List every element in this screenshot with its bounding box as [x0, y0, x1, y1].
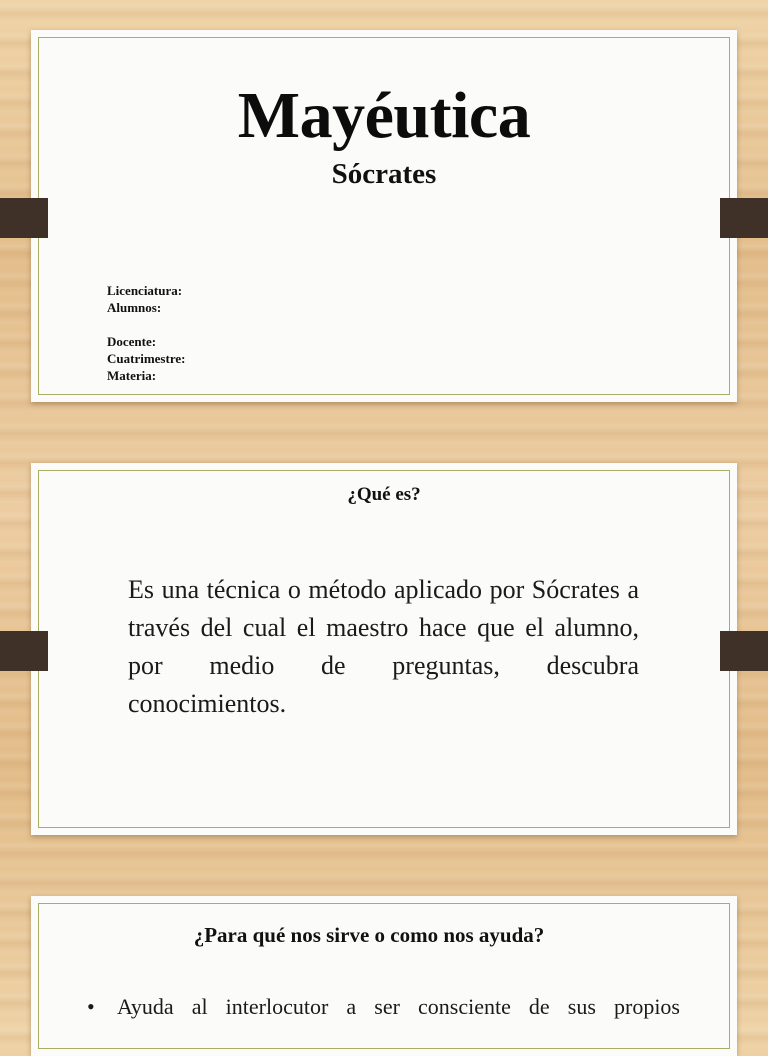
meta-docente: Docente:: [107, 334, 157, 349]
slide2-right-tab: [720, 631, 768, 671]
slide-title: Mayéutica: [237, 79, 531, 152]
slide1-right-tab: [720, 198, 768, 238]
slide-body: Es una técnica o método aplicado por Sócrates a través del cual el maestro hace que el alumno, por medio de preguntas, descubra conocimientos.: [128, 575, 639, 718]
bullet-marker: •: [87, 994, 95, 1019]
purpose-slide: [31, 896, 737, 1056]
bullet-text: Ayuda al interlocutor a ser consciente de sus propios: [117, 994, 680, 1019]
meta-block: [107, 282, 185, 384]
slide-heading: ¿Qué es?: [347, 484, 421, 505]
slide-subtitle: Sócrates: [331, 158, 437, 190]
slide2-left-tab: [0, 631, 48, 671]
slide-heading: ¿Para qué nos sirve o como nos ayuda?: [193, 923, 545, 947]
meta-licenciatura: Licenciatura:: [107, 283, 183, 298]
meta-materia: Materia:: [107, 368, 157, 383]
list-item: [87, 991, 680, 1023]
title-slide: [31, 30, 737, 402]
definition-slide: [31, 463, 737, 835]
slide1-left-tab: [0, 198, 48, 238]
meta-alumnos: Alumnos:: [107, 300, 162, 315]
meta-cuatrimestre: Cuatrimestre:: [107, 351, 186, 366]
